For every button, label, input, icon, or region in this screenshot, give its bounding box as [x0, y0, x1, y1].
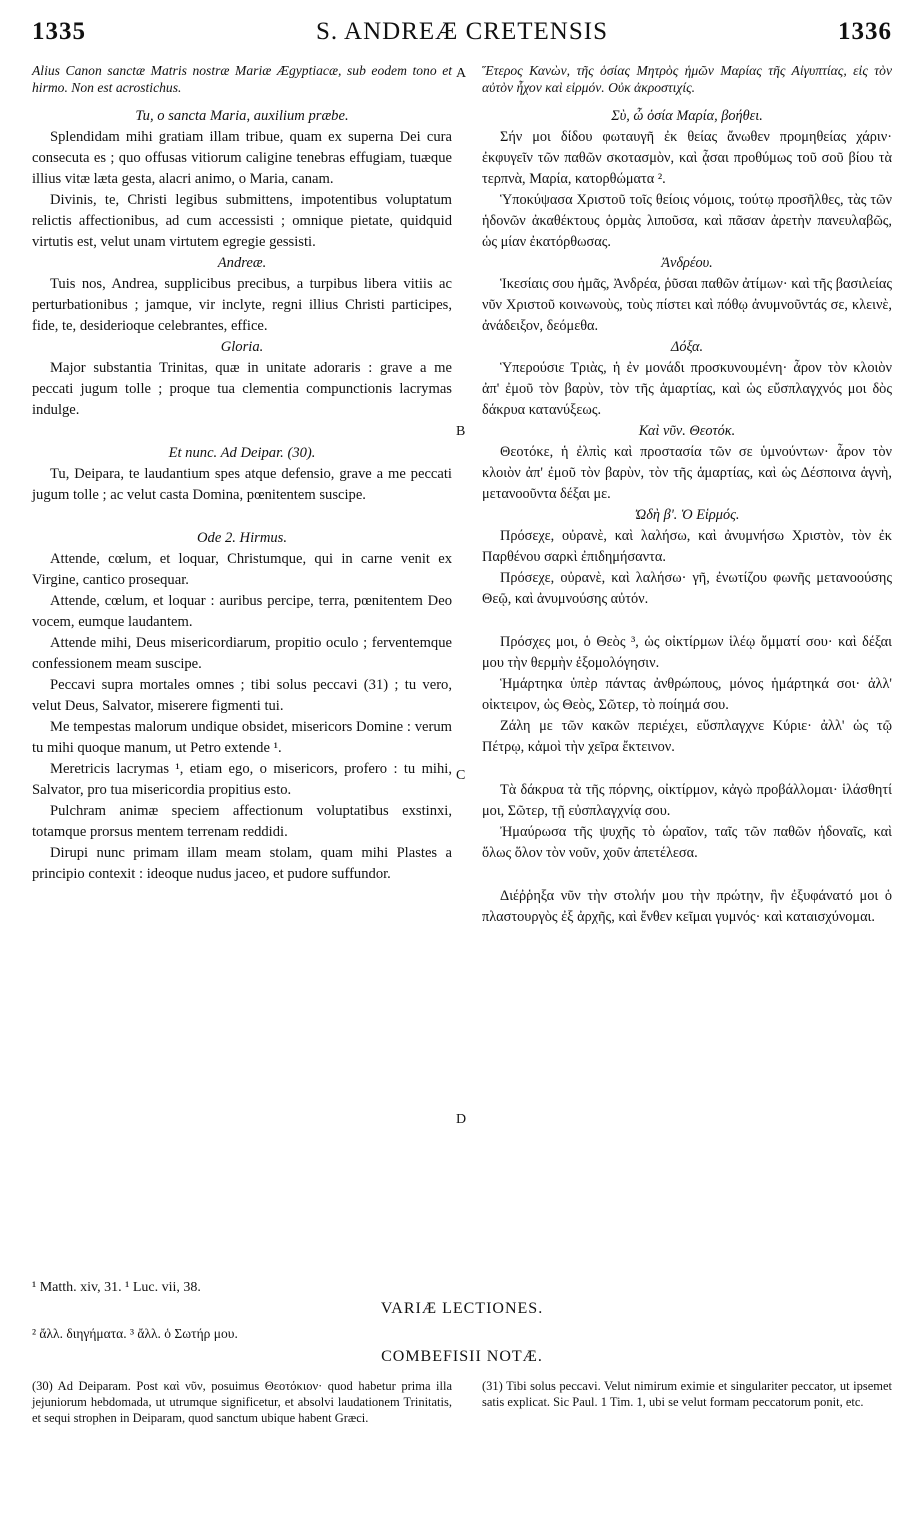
greek-paragraph: Πρόσχες μοι, ὁ Θεὸς ³, ὡς οἰκτίρμων ἱλέῳ ὄμματί σου· καὶ δέξαι μου τὴν θερμὴν ἐξομολόγησιν.: [482, 634, 892, 671]
latin-heading: Ode 2. Hirmus.: [197, 530, 287, 546]
margin-letter-c: C: [456, 768, 466, 783]
greek-paragraph: Πρόσεχε, οὐρανὲ, καὶ λαλήσω· γῆ, ἐνωτίζου φωνῆς μετανοούσης Θεῷ, καὶ ἀνυμνούσης αὐτόν.: [482, 570, 892, 607]
combefis-notes-title: COMBEFISII NOTÆ.: [381, 1348, 543, 1365]
latin-paragraph: Major substantia Trinitas, quæ in unitate adoraris : grave a me peccati jugum tolle ; proque tua clementia compunctionis lacrymas indulge.: [32, 360, 452, 418]
margin-letter-a: A: [456, 66, 467, 81]
greek-heading: Καὶ νῦν. Θεοτόκ.: [638, 423, 736, 439]
greek-paragraph: Ὑπερούσιε Τριὰς, ἡ ἐν μονάδι προσκυνουμένη· ἆρον τὸν κλοιὸν ἀπ' ἐμοῦ τὸν βαρὺν, τὸν τῆς ἁμαρτίας, καὶ ὡς εὔσπλαγχνός μοι δὸς δάκρυα κατανύξεως.: [482, 360, 892, 418]
greek-intro: Ἕτερος Κανὼν, τῆς ὁσίας Μητρὸς ἡμῶν Μαρίας τῆς Αἰγυπτίας, εἰς τὸν αὐτὸν ἦχον καὶ εἱρμόν. Οὐκ ἀκροστιχίς.: [482, 63, 892, 95]
header-title: S. ANDREÆ CRETENSIS: [316, 18, 608, 45]
greek-paragraph: Ζάλη με τῶν κακῶν περιέχει, εὔσπλαγχνε Κύριε· ἀλλ' ὡς τῷ Πέτρῳ, κἀμοὶ τὴν χεῖρα ἔκτεινον.: [482, 718, 892, 755]
greek-paragraph: Θεοτόκε, ἡ ἐλπὶς καὶ προστασία τῶν σε ὑμνούντων· ἆρον τὸν κλοιὸν ἀπ' ἐμοῦ τὸν βαρὺν, τὸν τῆς ἁμαρτίας, καὶ ὡς Δέσποινα ἁγνὴ, μετανοοῦντα δέξαι με.: [482, 444, 892, 502]
scripture-references: ¹ Matth. xiv, 31. ¹ Luc. vii, 38.: [32, 1280, 201, 1295]
greek-heading: Δόξα.: [670, 339, 704, 355]
note-30: (30) Ad Deiparam. Post καὶ νῦν, posuimus Θεοτόκιον· quod habetur prima illa jejuniorum hebdomada, ut utrumque significetur, et absolvi laudationem Trinitatis, et sequi strophen in Deiparam, quod sanctum ubique habent Græci.: [32, 1379, 452, 1425]
greek-heading: Ὠδὴ β'. Ὁ Εἱρμός.: [634, 507, 740, 523]
greek-heading: Ἀνδρέου.: [661, 255, 713, 271]
latin-heading: Et nunc. Ad Deipar. (30).: [168, 445, 316, 461]
left-page-number: 1335: [32, 18, 86, 45]
right-page-number: 1336: [838, 18, 892, 45]
latin-paragraph: Me tempestas malorum undique obsidet, misericors Domine : verum tu mihi quoque manum, ut Petro extende ¹.: [32, 719, 452, 756]
latin-column: [32, 62, 452, 885]
latin-paragraph: Dirupi nunc primam illam meam stolam, quam mihi Plastes a principio contexit : ideoque nudus jaceo, et pudore suffundor.: [32, 845, 452, 882]
greek-paragraph: Ἠμαύρωσα τῆς ψυχῆς τὸ ὡραῖον, ταῖς τῶν παθῶν ἡδοναῖς, καὶ ὅλως ὅλον τὸν νοῦν, χοῦν ἀπετέλεσα.: [482, 824, 892, 861]
latin-paragraph: Attende mihi, Deus misericordiarum, propitio oculo ; ferventemque confessionem meam suscipe.: [32, 635, 452, 672]
greek-paragraph: Ἡμάρτηκα ὑπὲρ πάντας ἀνθρώπους, μόνος ἡμάρτηκά σοι· ἀλλ' οἰκτειρον, ὡς Θεὸς, Σῶτερ, τὸ ποίημά σου.: [482, 676, 892, 713]
greek-paragraph: Σήν μοι δίδου φωταυγῆ ἐκ θείας ἄνωθεν προμηθείας χάριν· ἐκφυγεῖν τῶν παθῶν σκοτασμὸν, καὶ ᾆσαι προθύμως τοῦ σοῦ βίου τὰ τερπνὰ, Μαρία, κατορθώματα ².: [482, 129, 892, 187]
variae-lectiones-title: VARIÆ LECTIONES.: [380, 1300, 544, 1317]
note-31: (31) Tibi solus peccavi. Velut nimirum eximie et singulariter peccator, ut ipsemet satis explicat. Sic Paul. 1 Tim. 1, ubi se velut formam peccatorum ponit, etc.: [482, 1379, 892, 1409]
latin-paragraph: Pulchram animæ speciem affectionum voluptatibus exstinxi, totamque prorsus mentem terrenam reddidi.: [32, 803, 452, 840]
variae-lectiones: ² ἄλλ. διηγήματα. ³ ἄλλ. ὁ Σωτήρ μου.: [32, 1326, 238, 1341]
greek-paragraph: Τὰ δάκρυα τὰ τῆς πόρνης, οἰκτίρμον, κἀγὼ προβάλλομαι· ἱλάσθητί μοι, Σῶτερ, τῇ εὐσπλαγχνίᾳ σου.: [482, 782, 892, 819]
latin-heading: Gloria.: [220, 339, 264, 355]
latin-paragraph: Attende, cœlum, et loquar : auribus percipe, terra, pœnitentem Deo vocem, eumque laudantem.: [32, 593, 452, 630]
running-header: [32, 18, 892, 58]
margin-letter-d: D: [456, 1112, 467, 1127]
latin-heading: Tu, o sancta Maria, auxilium præbe.: [135, 108, 349, 124]
latin-paragraph: Splendidam mihi gratiam illam tribue, quam ex superna Dei cura consecuta es ; quo offusas vitiorum caligine tenebras effugiam, tuæque illius vitæ læta gesta, alacri animo, o Maria, canam.: [32, 129, 452, 187]
latin-intro: Alius Canon sanctæ Matris nostræ Mariæ Ægyptiacæ, sub eodem tono et hirmo. Non est acrostichus.: [32, 63, 452, 95]
latin-paragraph: Tu, Deipara, te laudantium spes atque defensio, grave a me peccati jugum tolle ; ac velut casta Domina, pœnitentem suscipe.: [32, 466, 452, 503]
greek-paragraph: Ἱκεσίαις σου ἡμᾶς, Ἀνδρέα, ῥῦσαι παθῶν ἀτίμων· καὶ τῆς βασιλείας νῦν Χριστοῦ κοινωνοὺς, τοὺς πίστει καὶ πόθῳ ἀνυμνοῦντάς σε, κλεινὲ, ἀνάδειξον, δεόμεθα.: [482, 276, 892, 334]
greek-paragraph: Διέῤῥηξα νῦν τὴν στολήν μου τὴν πρώτην, ἣν ἐξυφάνατό μοι ὁ πλαστουργὸς ἐξ ἀρχῆς, καὶ ἔνθεν κεῖμαι γυμνός· καὶ καταισχύνομαι.: [482, 888, 892, 925]
latin-paragraph: Peccavi supra mortales omnes ; tibi solus peccavi (31) ; tu vero, velut Deus, Salvator, miserere figmenti tui.: [32, 677, 452, 714]
latin-paragraph: Attende, cœlum, et loquar, Christumque, qui in carne venit ex Virgine, cantico prosequar.: [32, 551, 452, 588]
margin-letter-b: B: [456, 424, 466, 439]
greek-paragraph: Ὑποκύψασα Χριστοῦ τοῖς θείοις νόμοις, τούτῳ προσῆλθες, τὰς τῶν ἡδονῶν ἀκαθέκτους ὁρμὰς λιποῦσα, καὶ πᾶσαν ἀρετὴν πανευλαβῶς, ὡς μίαν ἐκατόρθωσας.: [482, 192, 892, 250]
greek-column: [482, 62, 892, 928]
latin-heading: Andreæ.: [217, 255, 267, 271]
latin-paragraph: Divinis, te, Christi legibus submittens, impotentibus voluptatum relictis affectionibus, ad cum accessisti ; omnique pietate, quidquid virtutis est, velut unam virtutem egregie gessisti.: [32, 192, 452, 250]
greek-heading: Σὺ, ὦ ὁσία Μαρία, βοήθει.: [611, 108, 763, 124]
greek-paragraph: Πρόσεχε, οὐρανὲ, καὶ λαλήσω, καὶ ἀνυμνήσω Χριστὸν, τὸν ἐκ Παρθένου σαρκὶ ἐπιδημήσαντα.: [482, 528, 892, 565]
latin-paragraph: Meretricis lacrymas ¹, etiam ego, o misericors, profero : tu mihi, Salvator, pro tua misericordia propitius esto.: [32, 761, 452, 798]
latin-paragraph: Tuis nos, Andrea, supplicibus precibus, a turpibus libera vitiis ac perturbationibus ; jamque, vir inclyte, regni illius Christi participes, fide, te, desiderioque celebrantes, effice.: [32, 276, 452, 334]
